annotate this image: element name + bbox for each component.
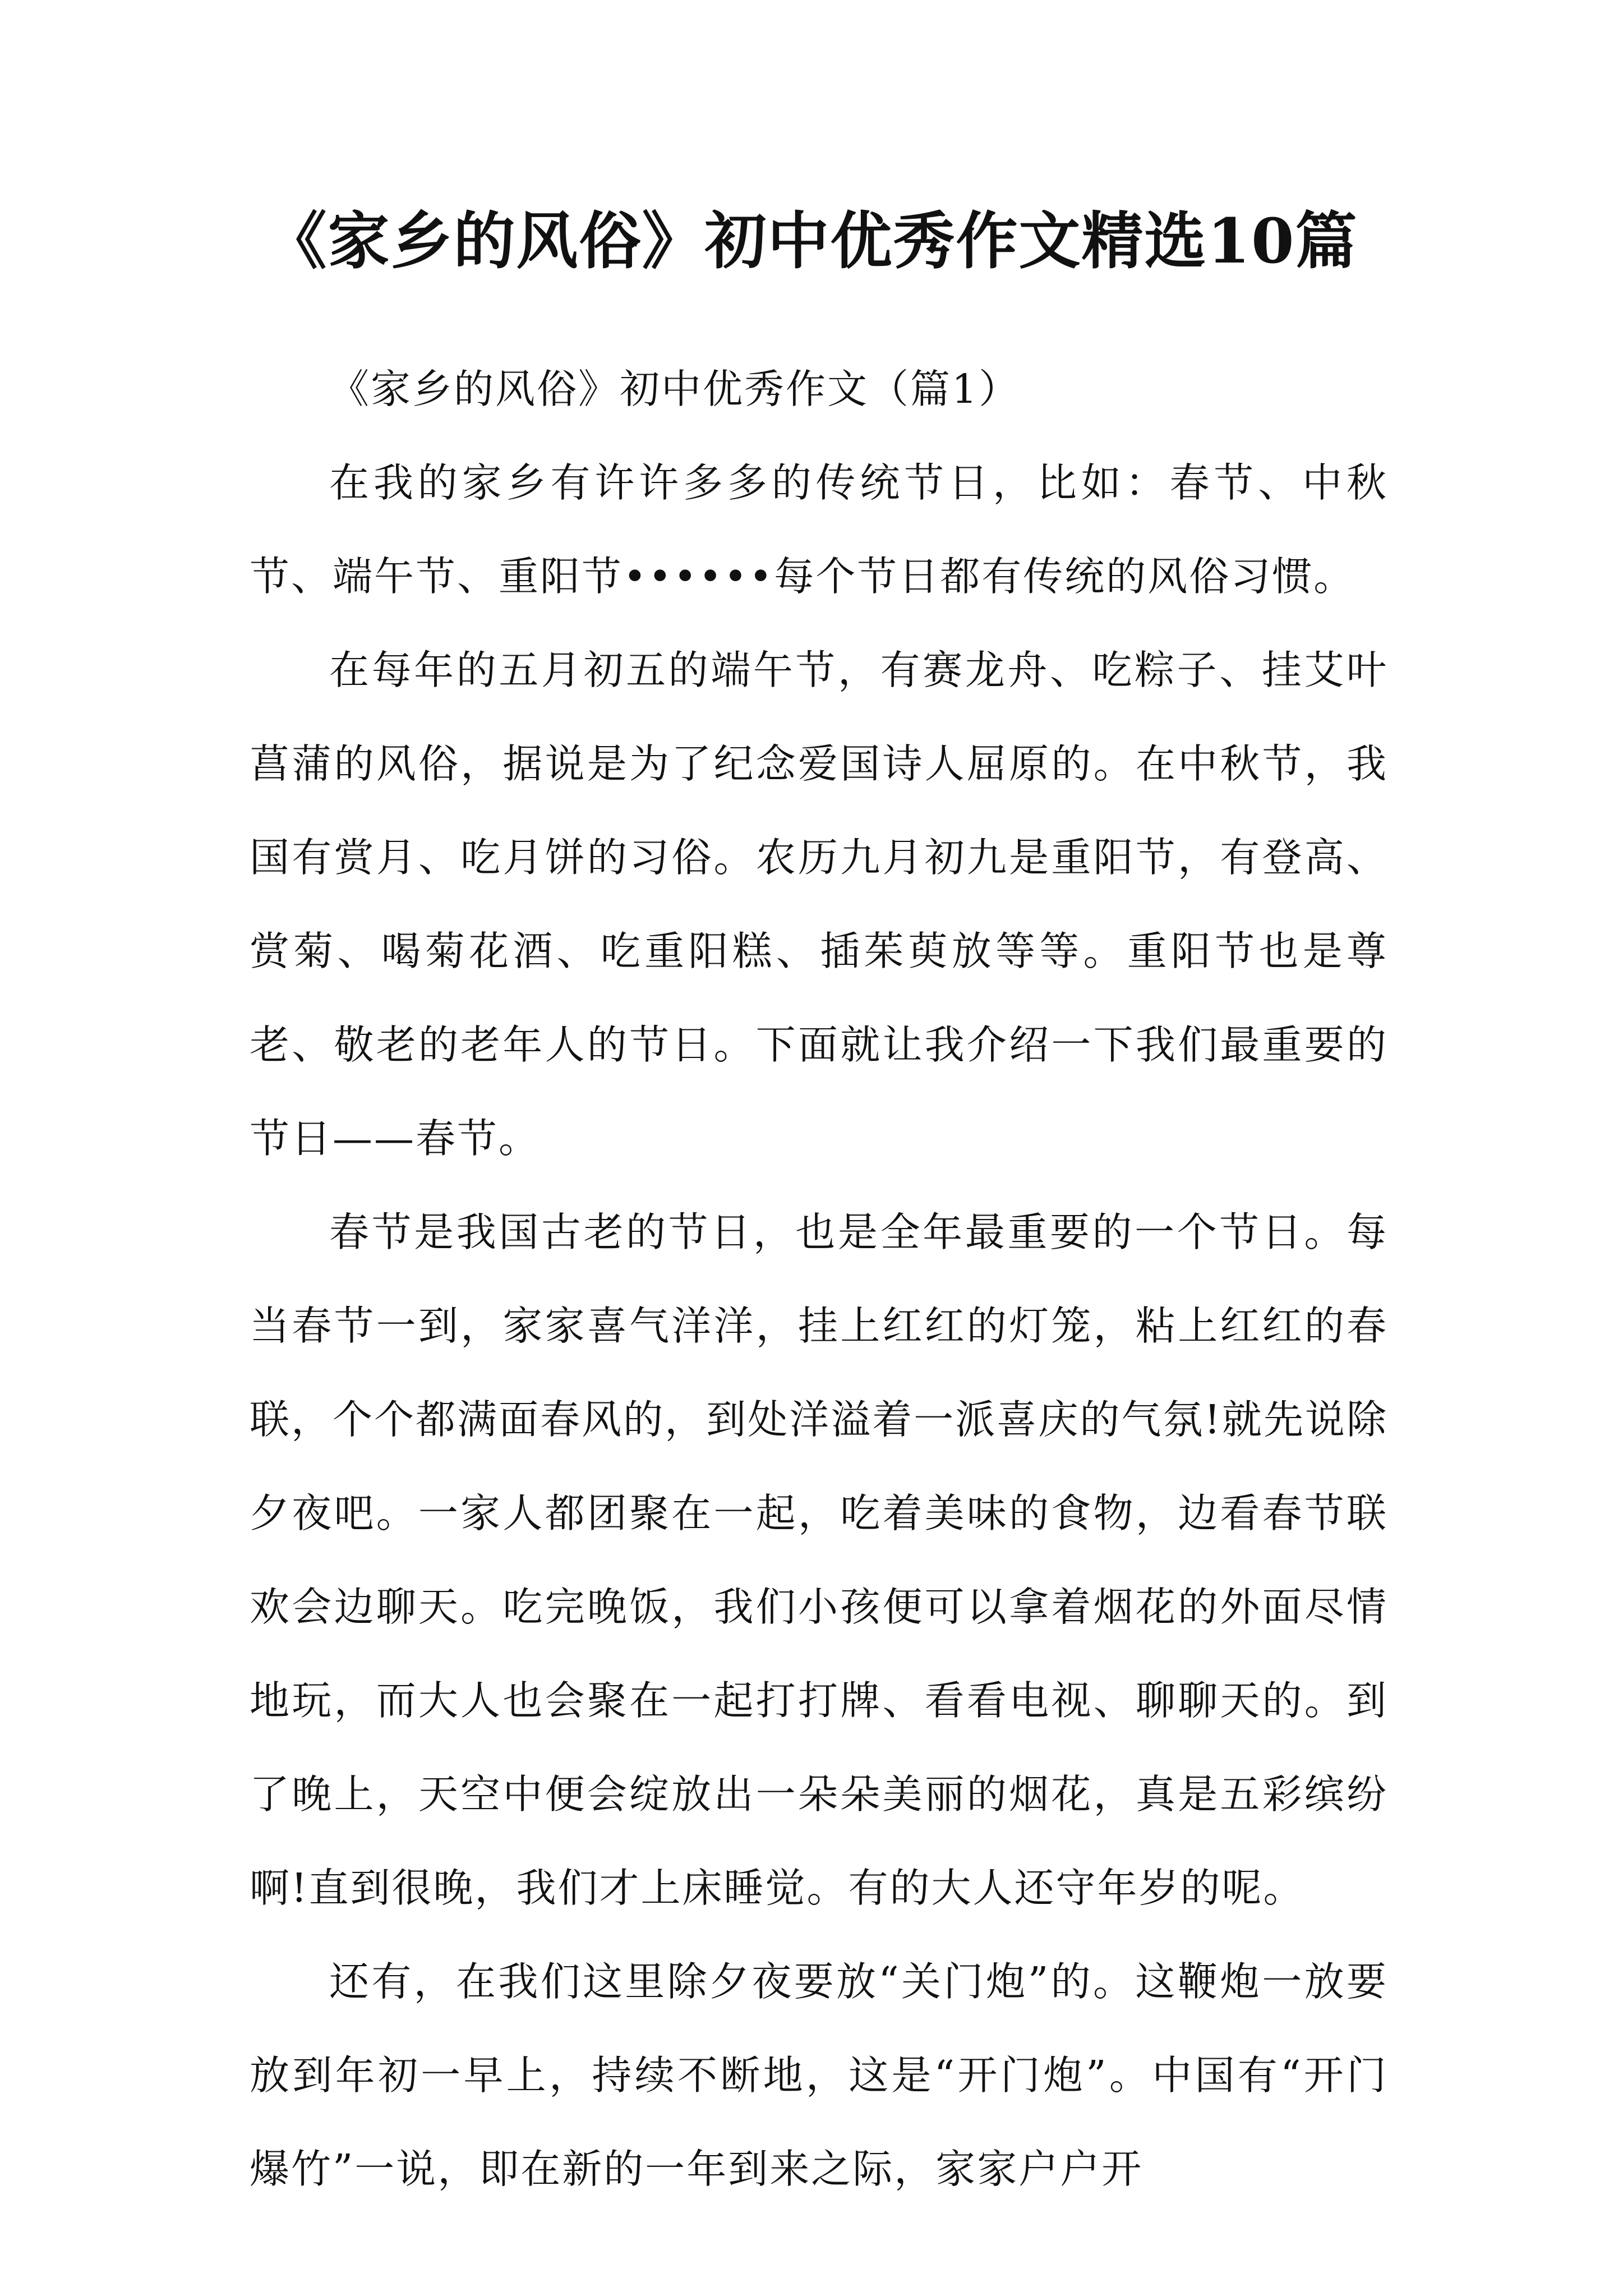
paragraph-1: 在我的家乡有许许多多的传统节日，比如：春节、中秋节、端午节、重阳节••••••每个节日都有传统的风俗习惯。: [250, 459, 1388, 600]
section-heading: 《家乡的风俗》初中优秀作文（篇1）: [329, 366, 1021, 412]
document-title: 《家乡的风俗》初中优秀作文精选10篇: [265, 205, 1358, 277]
paragraph-4: 还有，在我们这里除夕夜要放“关门炮”的。这鞭炮一放要放到年初一早上，持续不断地，这是“开门炮”。中国有“开门爆竹”一说，即在新的一年到来之际，家家户户开: [250, 1958, 1388, 2192]
paragraph-2: 在每年的五月初五的端午节，有赛龙舟、吃粽子、挂艾叶菖蒲的风俗，据说是为了纪念爱国诗人屈原的。在中秋节，我国有赏月、吃月饼的习俗。农历九月初九是重阳节，有登高、赏菊、喝菊花酒、吃重阳糕、插茱萸放等等。重阳节也是尊老、敬老的老年人的节日。下面就让我介绍一下我们最重要的节日——春节。: [250, 647, 1388, 1162]
document-body: [250, 342, 1388, 2216]
paragraph-3: 春节是我国古老的节日，也是全年最重要的一个节日。每当春节一到，家家喜气洋洋，挂上红红的灯笼，粘上红红的春联，个个都满面春风的，到处洋溢着一派喜庆的气氛!就先说除夕夜吧。一家人都团聚在一起，吃着美味的食物，边看春节联欢会边聊天。吃完晚饭，我们小孩便可以拿着烟花的外面尽情地玩，而大人也会聚在一起打打牌、看看电视、聊聊天的。到了晚上，天空中便会绽放出一朵朵美丽的烟花，真是五彩缤纷啊!直到很晚，我们才上床睡觉。有的大人还守年岁的呢。: [250, 1209, 1388, 1911]
